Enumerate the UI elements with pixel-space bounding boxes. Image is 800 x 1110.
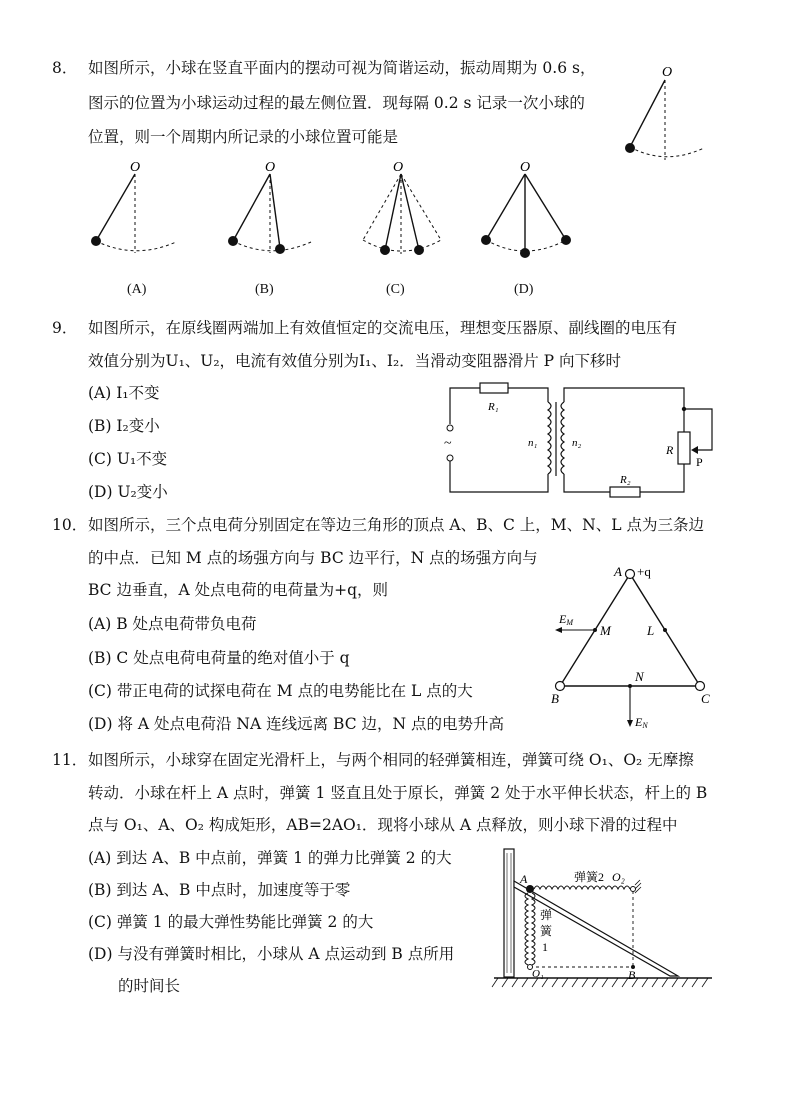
q8-option-d-label: (D) [514,282,534,297]
q8-main-pendulum [620,62,740,172]
q11-spring-figure [488,845,728,995]
q9-r2-resistor [610,487,640,497]
q9-option-b: (B) I₂变小 [88,417,160,435]
q11-option-d: (D) 与没有弹簧时相比，小球从 A 点运动到 B 点所用 [88,945,455,963]
q10-a-label: A [614,564,622,579]
q11-number: 11． [52,751,88,769]
q10-option-c: (C) 带正电荷的试探电荷在 M 点的电势能比在 L 点的大 [88,682,473,700]
q10-vertex-a [626,570,635,579]
q8-number: 8． [52,59,78,77]
q9-n2-label: n₂ [572,437,582,449]
q8-line1: 如图所示，小球在竖直平面内的摆动可视为简谐运动，振动周期为 0.6 s， [88,59,596,77]
q11-option-b: (B) 到达 A、B 中点时，加速度等于零 [88,881,351,899]
q11-spring2-label: 弹簧2 [574,870,605,884]
q11-o2-label: O₂ [612,870,625,884]
q11-o1-label: O₁ [532,968,544,980]
q8-option-d-figure [480,158,590,258]
q10-en-letter: E [635,715,643,729]
q9-line1: 如图所示，在原线圈两端加上有效值恒定的交流电压，理想变压器原、副线圈的电压有 [88,319,678,337]
q11-spring1-label-2: 簧 [540,924,553,938]
q10-number: 10． [52,516,88,534]
q11-option-d-continued: 的时间长 [118,977,181,995]
q11-spring1-label-1: 弹 [540,908,553,922]
q10-em-label [558,612,574,627]
q10-em-letter: E [559,612,567,626]
q11-ball [526,885,534,893]
q9-r2-label: R₂ [620,474,631,486]
q9-n1-label: n₁ [528,437,538,449]
q10-m-label: M [600,623,611,638]
q11-line2: 转动．小球在杆上 A 点时，弹簧 1 竖直且处于原长，弹簧 2 处于水平伸长状态，杆上的 B [88,784,708,802]
q9-option-d: (D) U₂变小 [88,483,168,501]
q8-b-pivot-label: O [265,160,276,175]
q11-b-label: B [628,968,636,982]
q8-line3: 位置，则一个周期内所记录的小球位置可能是 [88,128,399,146]
q9-r1-resistor [480,383,508,393]
q9-p-label: P [696,455,703,469]
q8-option-a-figure [90,158,200,258]
q10-vertex-b [556,682,565,691]
q11-spring1-label-3: 1 [542,940,548,954]
q10-line2: 的中点．已知 M 点的场强方向与 BC 边平行，N 点的场强方向与 [88,549,538,567]
q9-rheostat [678,432,690,464]
q9-r1-label: R₁ [488,401,499,413]
q11-line3: 点与 O₁、A、O₂ 构成矩形，AB=2AO₁．现将小球从 A 点释放，则小球下滑的过程中 [88,816,678,834]
q10-line1: 如图所示，三个点电荷分别固定在等边三角形的顶点 A、B、C 上，M、N、L 点为三条边 [88,516,704,534]
q9-transformer-circuit [440,380,740,500]
q10-vertex-c [696,682,705,691]
q10-triangle-figure [545,560,745,740]
q10-line3: BC 边垂直，A 处点电荷的电荷量为+q，则 [88,581,388,599]
q10-en-label [634,715,648,730]
q8-main-pivot-label: O [662,65,673,80]
q10-option-a: (A) B 处点电荷带负电荷 [88,615,257,633]
q9-ac-source-label: ~ [444,436,452,451]
q9-r-label: R [666,443,674,457]
q10-n-label: N [635,669,644,684]
q10-option-d: (D) 将 A 处点电荷沿 NA 连线远离 BC 边，N 点的电势升高 [88,715,504,733]
q10-em-subscript: M [566,618,574,627]
q10-charge-label: +q [637,564,651,579]
q8-a-pivot-label: O [130,160,141,175]
q8-c-pivot-label: O [393,160,404,175]
q9-option-c: (C) U₁不变 [88,450,168,468]
q11-option-c: (C) 弹簧 1 的最大弹性势能比弹簧 2 的大 [88,913,374,931]
q8-option-c-figure [357,158,467,258]
q8-option-a-label: (A) [127,282,147,297]
q9-number: 9． [52,319,78,337]
q11-a-label: A [520,872,528,886]
q8-main-ball [625,143,635,153]
q11-line1: 如图所示，小球穿在固定光滑杆上，与两个相同的轻弹簧相连，弹簧可绕 O₁、O₂ 无摩擦 [88,751,694,769]
q11-option-a: (A) 到达 A、B 中点前，弹簧 1 的弹力比弹簧 2 的大 [88,849,452,867]
q10-option-b: (B) C 处点电荷电荷量的绝对值小于 q [88,649,350,667]
q8-option-b-figure [225,158,335,258]
q8-option-b-label: (B) [255,282,274,297]
q8-option-c-label: (C) [386,282,405,297]
q10-en-subscript: N [642,721,648,730]
q8-d-pivot-label: O [520,160,531,175]
q10-b-label: B [551,691,559,706]
q10-c-label: C [701,691,710,706]
q10-l-label: L [647,623,655,638]
q9-line2: 效值分别为U₁、U₂，电流有效值分别为I₁、I₂．当滑动变阻器滑片 P 向下移时 [88,352,622,370]
q9-option-a: (A) I₁不变 [88,384,160,402]
q8-line2: 图示的位置为小球运动过程的最左侧位置．现每隔 0.2 s 记录一次小球的 [88,94,585,112]
